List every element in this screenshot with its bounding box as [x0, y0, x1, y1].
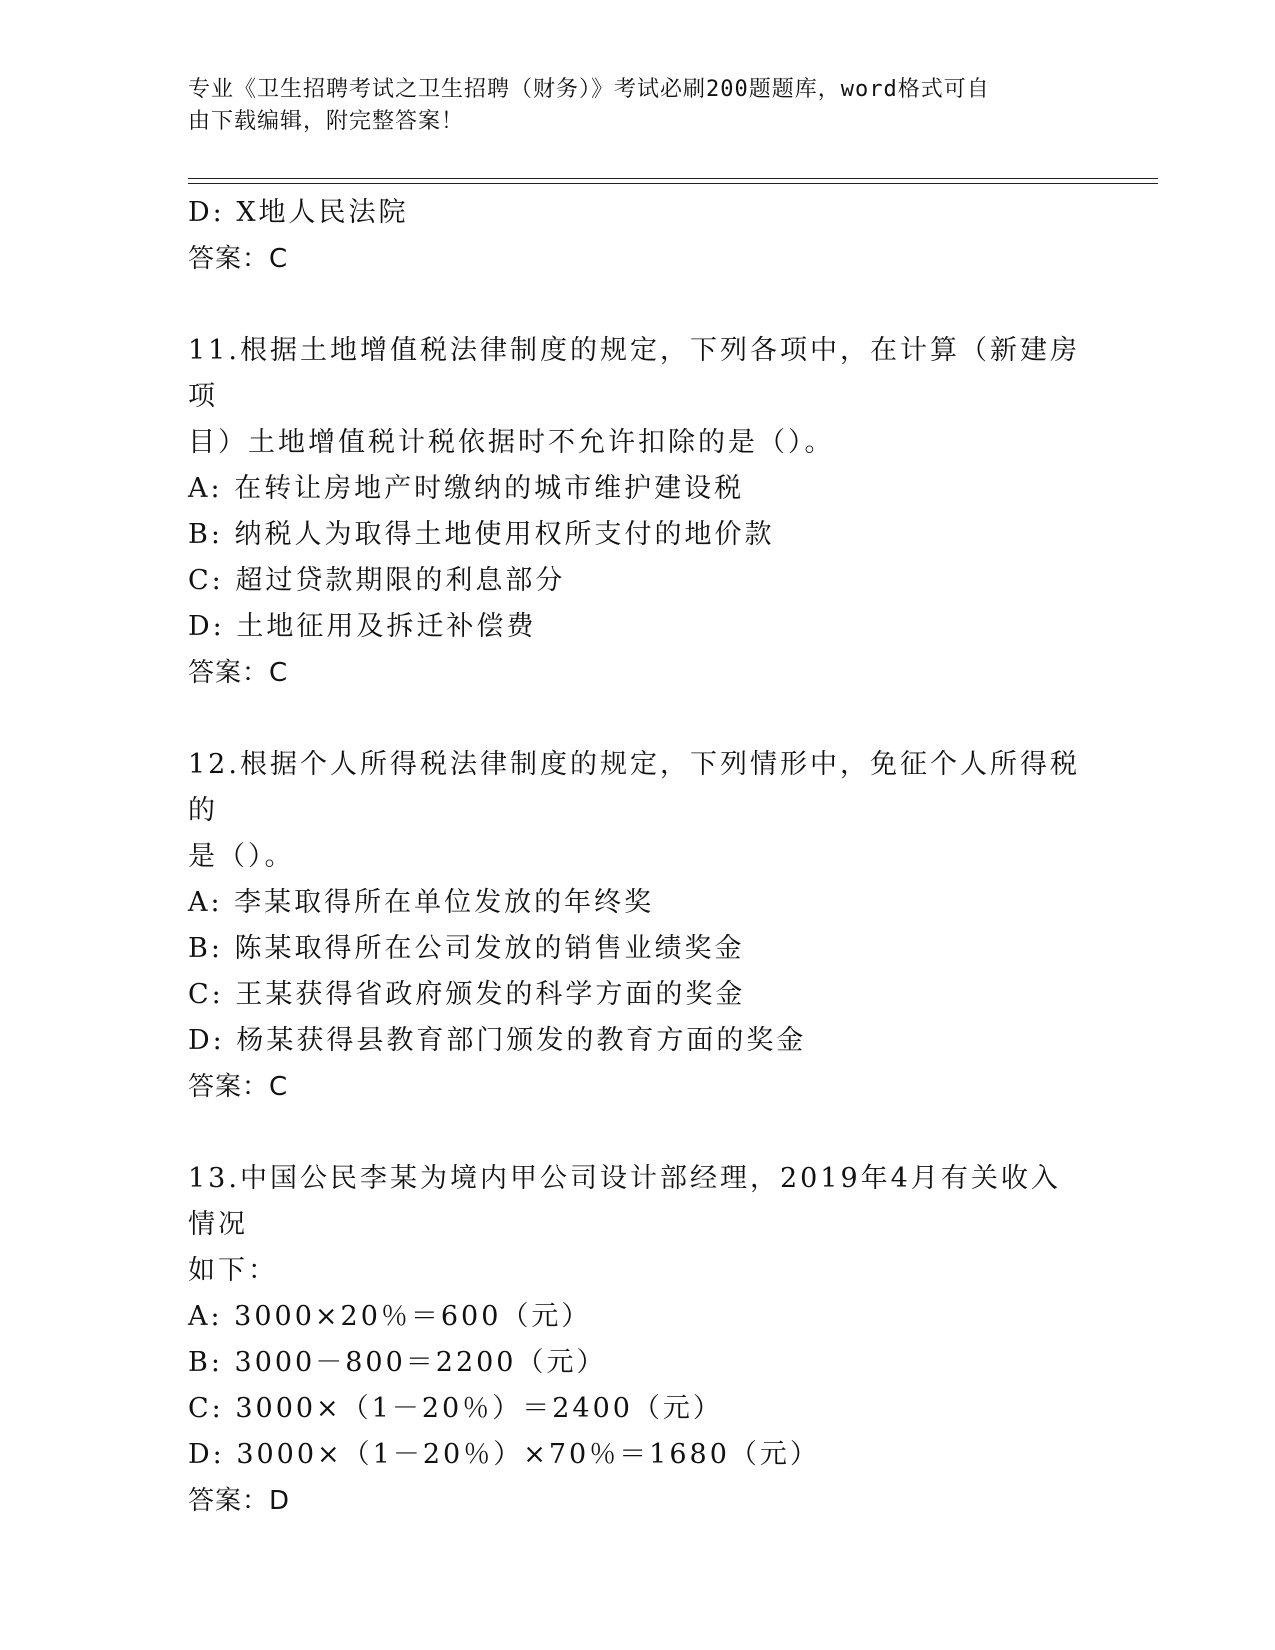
option-d: D: 土地征用及拆迁补偿费 [188, 611, 537, 642]
answer-line: 答案：D [188, 1486, 291, 1516]
option-a: A: 3000×20％＝600（元） [188, 1301, 592, 1332]
question-stem-line: 如下： [188, 1255, 278, 1286]
option-d: D: X地人民法院 [188, 197, 409, 228]
question-13 [188, 1156, 1088, 1524]
answer-line: 答案：C [188, 244, 289, 274]
answer-line: 答案：C [188, 1072, 289, 1102]
question-stem-line: 11.根据土地增值税法律制度的规定，下列各项中，在计算（新建房项 [188, 335, 1080, 412]
option-a: A: 在转让房地产时缴纳的城市维护建设税 [188, 473, 745, 504]
option-c: C: 超过贷款期限的利息部分 [188, 565, 566, 596]
question-stem-line: 12.根据个人所得税法律制度的规定，下列情形中，免征个人所得税的 [188, 749, 1080, 826]
option-a: A: 李某取得所在单位发放的年终奖 [188, 887, 655, 918]
option-b: B: 陈某取得所在公司发放的销售业绩奖金 [188, 933, 745, 964]
question-12 [188, 742, 1088, 1110]
header-rule-top [188, 178, 1158, 179]
option-d: D: 3000×（1－20％）×70％＝1680（元） [188, 1439, 820, 1470]
question-11 [188, 328, 1088, 696]
header-rule-bottom [188, 183, 1158, 184]
option-c: C: 3000×（1－20％）＝2400（元） [188, 1393, 723, 1424]
option-b: B: 纳税人为取得土地使用权所支付的地价款 [188, 519, 775, 550]
header-line-2: 由下载编辑，附完整答案！ [188, 109, 465, 134]
previous-question-tail [188, 190, 1088, 282]
option-b: B: 3000－800＝2200（元） [188, 1347, 607, 1378]
question-stem-line: 目）土地增值税计税依据时不允许扣除的是（）。 [188, 427, 835, 458]
answer-line: 答案：C [188, 658, 289, 688]
header-line-1: 专业《卫生招聘考试之卫生招聘（财务）》考试必刷200题题库，word格式可自 [188, 77, 990, 102]
question-list [188, 190, 1088, 1570]
question-stem-line: 是（）。 [188, 841, 295, 872]
question-stem-line: 13.中国公民李某为境内甲公司设计部经理，2019年4月有关收入情况 [188, 1163, 1061, 1240]
option-c: C: 王某获得省政府颁发的科学方面的奖金 [188, 979, 746, 1010]
option-d: D: 杨某获得县教育部门颁发的教育方面的奖金 [188, 1025, 807, 1056]
document-header [188, 74, 1068, 138]
